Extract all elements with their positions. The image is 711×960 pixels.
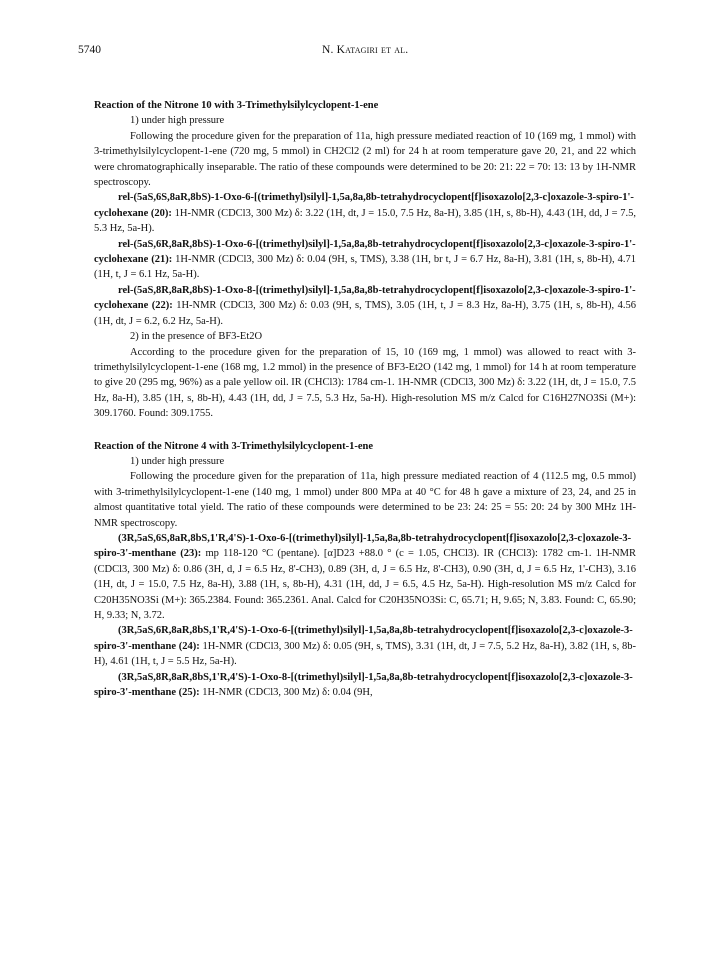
compound-data: mp 118-120 °C (pentane). [α]D23 +88.0 ° (c = 1.05, CHCl3). IR (CHCl3): 1782 cm-1. 1H-NMR (CDCl3, 300 Mz) δ: 0.86 (3H, d, J = 6.5 Hz, 8'-CH3), 0.89 (3H, d, J = 6.5 Hz, 8'-CH3), 0.90 (3H, d, J = 6.5 Hz, 1'-CH3), 3.16 (1H, dt, J = 15.0, 7.5 Hz, 8a-H), 3.88 (1H, s, 8b-H), 4.31 (1H, dd, J = 6.5, 4.5 Hz, 5a-H). High-resolution MS m/z Calcd for C20H35NO3Si (M+): 365.2384. Found: 365.2361. Anal. Calcd for C20H35NO3Si: C, 65.71; H, 9.65; N, 3.83. Found: C, 65.90; H, 9.33; N, 3.72. (94, 548, 637, 621)
compound-data: 1H-NMR (CDCl3, 300 Mz) δ: 0.03 (9H, s, TMS), 3.05 (1H, t, J = 8.3 Hz, 8a-H), 3.75 (1H, s, 8b-H), 4.56 (1H, dt, J = 6.2, 6.2 Hz, 5a-H). (94, 300, 637, 327)
subheading: 2) in the presence of BF3-Et2O (130, 331, 263, 343)
compound-entry (94, 623, 636, 669)
paragraph: Following the procedure given for the preparation of 11a, high pressure mediated reaction of 4 (112.5 mg, 0.5 mmol) with 3-trimethylsilylcyclopent-1-ene (140 mg, 1 mmol) under 800 MPa at 40 °C for 48 h gave a mixture of 23, 24, and 25 in almost quantitative total yield. The ratio of these compounds were determined to be 23: 24: 25 = 55: 20: 24 by 300 MHz 1H-NMR spectroscopy. (94, 471, 636, 529)
compound-name: (3R,5aS,8R,8aR,8bS,1'R,4'S)-1-Oxo-8-[(trimethyl)silyl]-1,5a,8a,8b-tetrahydrocyclopent[f]isoxazolo[2,3-c]oxazole-3-spiro-3'-menthane (25): (94, 671, 633, 699)
compound-entry (94, 531, 636, 623)
page-number: 5740 (78, 44, 101, 56)
compound-name: (3R,5aS,6S,8aR,8bS,1'R,4'S)-1-Oxo-6-[(trimethyl)silyl]-1,5a,8a,8b-tetrahydrocyclopent[f]isoxazolo[2,3-c]oxazole-3-spiro-3'-menthane (23): (94, 532, 632, 560)
compound-name: rel-(5aS,6S,8aR,8bS)-1-Oxo-6-[(trimethyl)silyl]-1,5a,8a,8b-tetrahydrocyclopent[f]isoxazolo[2,3-c]oxazole-3-spiro-1'-cyclohexane (20): (94, 192, 634, 219)
compound-data: 1H-NMR (CDCl3, 300 Mz) δ: 0.05 (9H, s, TMS), 3.31 (1H, dt, J = 7.5, 5.2 Hz, 8a-H), 3.82 (1H, s, 8b-H), 4.61 (1H, t, J = 5.5 Hz, 5a-H). (94, 640, 637, 668)
compound-data: 1H-NMR (CDCl3, 300 Mz) δ: 0.04 (9H, s, TMS), 3.38 (1H, br t, J = 6.7 Hz, 8a-H), 3.81 (1H, s, 8b-H), 4.71 (1H, t, J = 6.1 Hz, 5a-H). (94, 254, 637, 281)
section-heading: Reaction of the Nitrone 4 with 3-Trimethylsilylcyclopent-1-ene (94, 440, 373, 452)
subheading: 1) under high pressure (130, 115, 225, 127)
compound-entry (94, 237, 636, 283)
compound-name: (3R,5aS,6R,8aR,8bS,1'R,4'S)-1-Oxo-6-[(trimethyl)silyl]-1,5a,8a,8b-tetrahydrocyclopent[f]isoxazolo[2,3-c]oxazole-3-spiro-3'-menthane (24): (94, 625, 633, 652)
compound-name: rel-(5aS,8R,8aR,8bS)-1-Oxo-8-[(trimethyl)silyl]-1,5a,8a,8b-tetrahydrocyclopent[f]isoxazolo[2,3-c]oxazole-3-spiro-1'-cyclohexane (22): (94, 284, 636, 312)
running-header-authors: N. Katagiri et al. (322, 44, 409, 56)
main-text (94, 98, 636, 700)
compound-entry (94, 670, 636, 701)
compound-data: 1H-NMR (CDCl3, 300 Mz) δ: 3.22 (1H, dt, J = 15.0, 7.5 Hz, 8a-H), 3.85 (1H, s, 8b-H), 4.43 (1H, dd, J = 7.5, 5.3 Hz, 5a-H). (94, 207, 636, 235)
section-heading: Reaction of the Nitrone 10 with 3-Trimethylsilylcyclopent-1-ene (94, 100, 379, 111)
compound-data: 1H-NMR (CDCl3, 300 Mz) δ: 0.04 (9H, (202, 687, 373, 699)
compound-entry (94, 190, 636, 236)
paragraph: Following the procedure given for the preparation of 11a, high pressure mediated reaction of 10 (169 mg, 1 mmol) with 3-trimethylsilylcyclopent-1-ene (720 mg, 5 mmol) in CH2Cl2 (2 ml) for 24 h at room temperature gave 20, 21, and 22 which were chromatographically inseparable. The ratio of these compounds were determined to be 20: 21: 22 = 70: 13: 13 by 1H-NMR spectroscopy. (94, 130, 636, 189)
paragraph: According to the procedure given for the preparation of 15, 10 (169 mg, 1 mmol) was allowed to react with 3-trimethylsilylcyclopent-1-ene (168 mg, 1.2 mmol) in the presence of BF3-Et2O (142 mg, 1 mmol) for 14 h at room temperature to give 20 (295 mg, 96%) as a pale yellow oil. IR (CHCl3): 1784 cm-1. 1H-NMR (CDCl3, 300 Mz) δ: 3.22 (1H, dt, J = 15.0, 7.5 Hz, 8a-H), 3.85 (1H, s, 8b-H), 4.43 (1H, dd, J = 7.5, 5.3 Hz, 5a-H). High-resolution MS m/z Calcd for C16H27NO3Si (M+): 309.1760. Found: 309.1755. (94, 346, 636, 420)
subheading: 1) under high pressure (130, 455, 225, 467)
compound-name: rel-(5aS,6R,8aR,8bS)-1-Oxo-6-[(trimethyl)silyl]-1,5a,8a,8b-tetrahydrocyclopent[f]isoxazolo[2,3-c]oxazole-3-spiro-1'-cyclohexane (21): (94, 238, 636, 266)
compound-entry (94, 283, 636, 329)
